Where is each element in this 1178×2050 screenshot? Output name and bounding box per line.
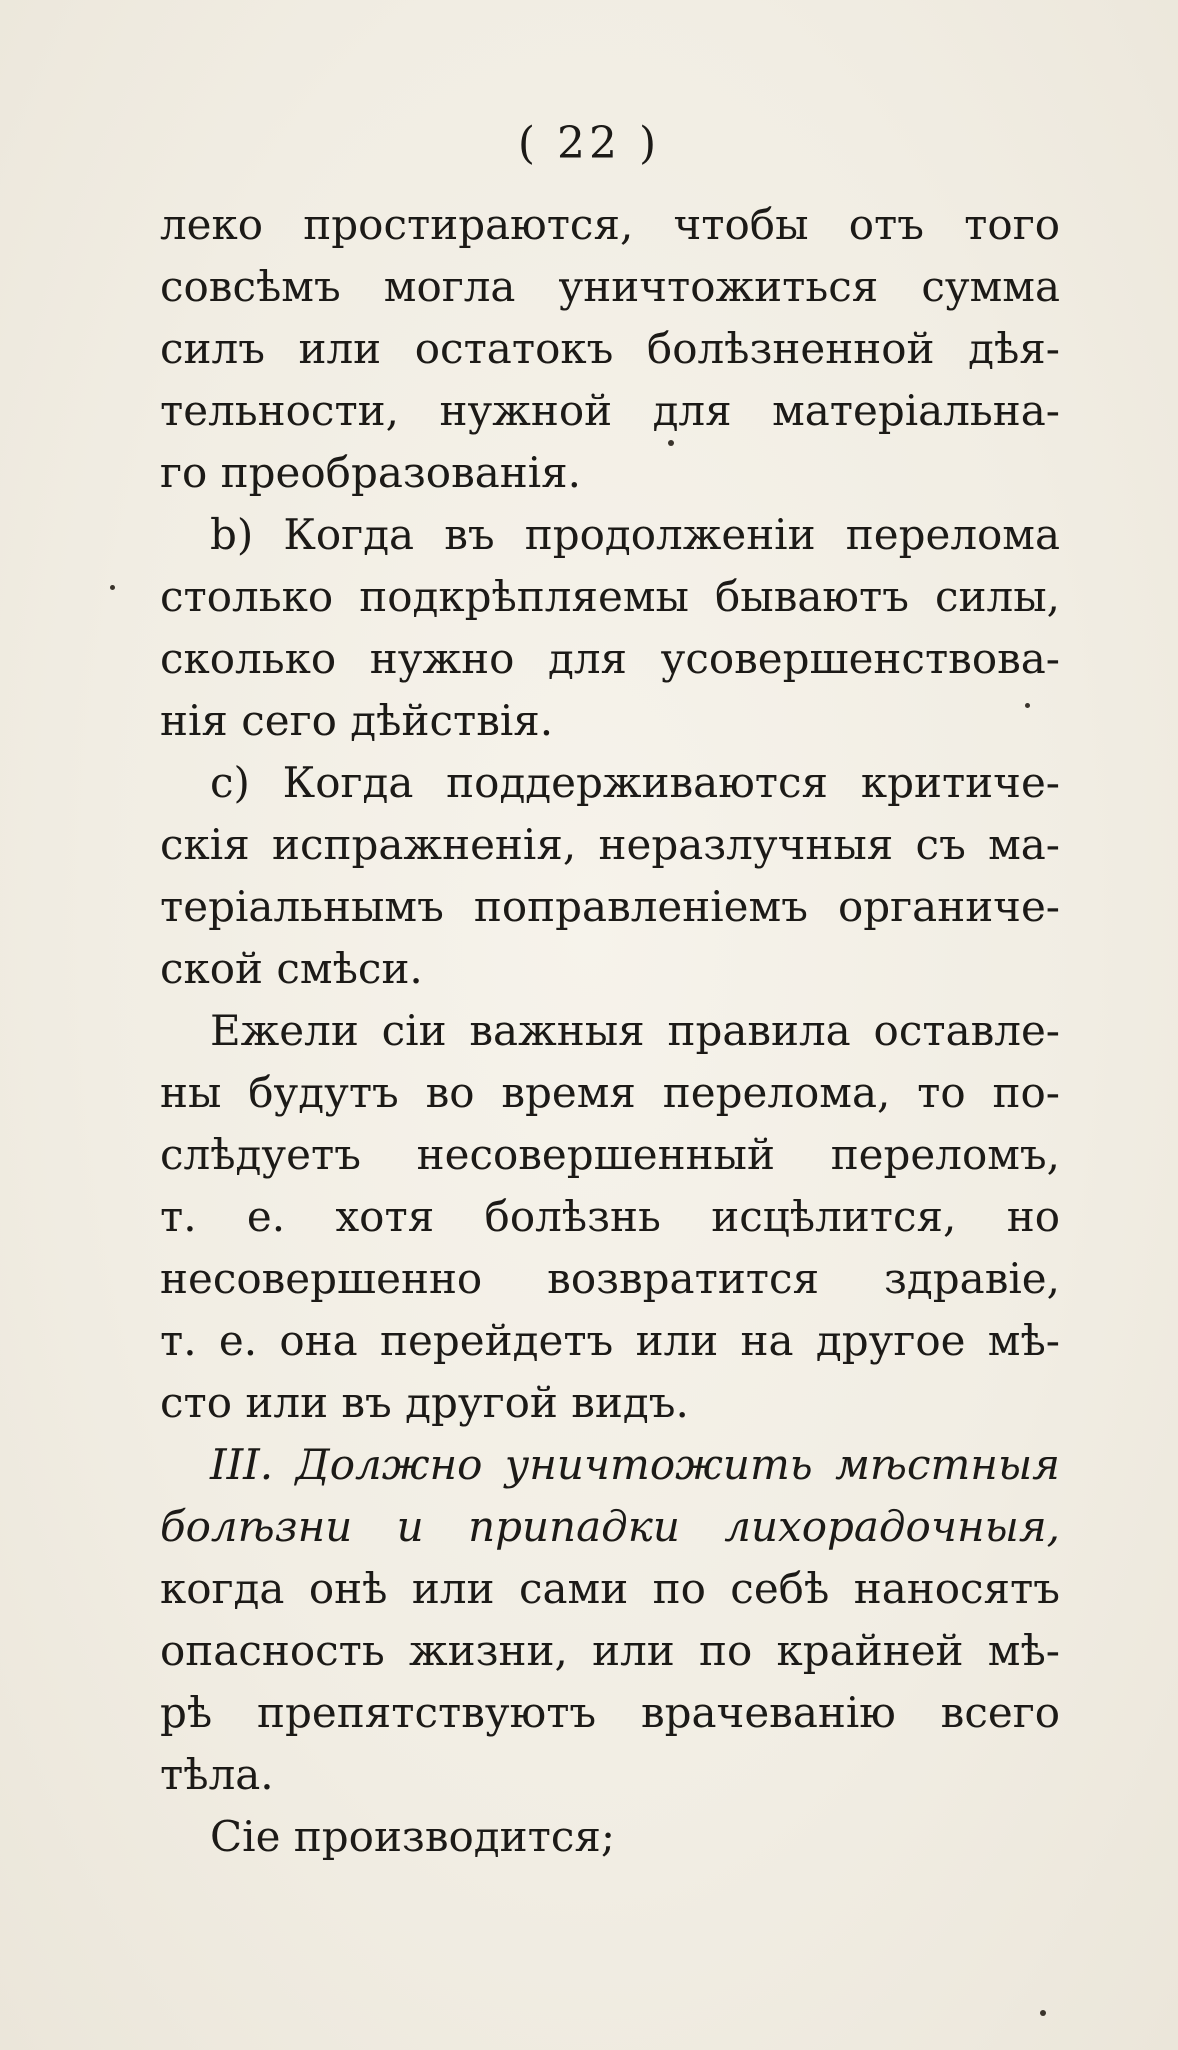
text-line: тѣла.: [160, 1750, 274, 1799]
text-line: сколько нужно для усовершенствова-: [160, 634, 1060, 683]
text-line: Ежели сіи важныя правила оставле-: [210, 1006, 1060, 1055]
ink-speck: [1040, 2010, 1046, 2016]
text-line: совсѣмъ могла уничтожиться сумма: [160, 262, 1060, 311]
text-line: когда онѣ или сами по себѣ наносятъ: [160, 1564, 1060, 1613]
text-line: тельности, нужной для матеріальна-: [160, 386, 1060, 435]
text-line: b) Когда въ продолженіи перелома: [210, 510, 1060, 559]
text-line: ны будутъ во время перелома, то по-: [160, 1068, 1060, 1117]
text-line: Сіе производится;: [210, 1812, 616, 1861]
text-line: ской смѣси.: [160, 944, 423, 993]
ink-speck: [110, 585, 115, 590]
ink-speck: [1025, 703, 1030, 708]
text-line: несовершенно возвратится здравіе,: [160, 1254, 1060, 1303]
text-line: т. е. хотя болѣзнь исцѣлится, но: [160, 1192, 1060, 1241]
text-line: сто или въ другой видъ.: [160, 1378, 689, 1427]
text-line: III. Должно уничтожить мѣстныя: [210, 1440, 1060, 1489]
text-line: т. е. она перейдетъ или на другое мѣ-: [160, 1316, 1060, 1365]
text-line: столько подкрѣпляемы бываютъ силы,: [160, 572, 1060, 621]
text-line: слѣдуетъ несовершенный переломъ,: [160, 1130, 1060, 1179]
text-line: c) Когда поддерживаются критиче-: [210, 758, 1060, 807]
text-line: го преобразованія.: [160, 448, 582, 497]
text-line: леко простираются, чтобы отъ того: [160, 200, 1060, 249]
text-line: теріальнымъ поправленіемъ органиче-: [160, 882, 1060, 931]
text-line: нія сего дѣйствія.: [160, 696, 554, 745]
body-text: [160, 194, 1060, 1868]
text-line: рѣ препятствуютъ врачеванію всего: [160, 1688, 1060, 1737]
text-line: силъ или остатокъ болѣзненной дѣя-: [160, 324, 1060, 373]
text-line: болѣзни и припадки лихорадочныя,: [160, 1502, 1060, 1551]
text-line: опасность жизни, или по крайней мѣ-: [160, 1626, 1060, 1675]
text-line: скія испражненія, неразлучныя съ ма-: [160, 820, 1060, 869]
ink-speck: [668, 440, 674, 446]
page-number: ( 22 ): [517, 118, 661, 169]
